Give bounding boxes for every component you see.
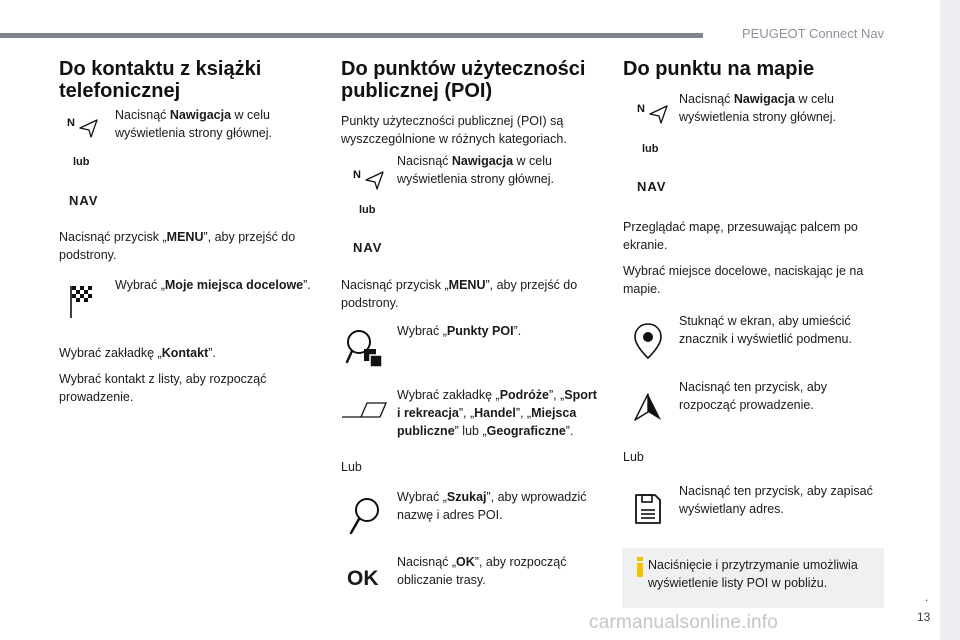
section-title-map-point: Do punktu na mapie (623, 58, 815, 80)
text: Wybrać zakładkę „ (397, 388, 500, 402)
step-navigation (679, 90, 874, 126)
checkered-flag-icon (69, 284, 95, 320)
text: ”, „ (515, 406, 532, 420)
text-bold: Podróże (499, 388, 550, 402)
text-bold: Nawigacja (733, 92, 796, 106)
text: ”, „ (458, 406, 475, 420)
paragraph-select-destination: Wybrać miejsce docelowe, naciskając je na mapie. (623, 264, 864, 296)
column-poi (341, 58, 597, 618)
page-number: 13 (917, 610, 931, 624)
text-bold: Nawigacja (169, 108, 232, 122)
step-navigation (115, 106, 315, 142)
text: ”. (303, 278, 311, 292)
text: w celu wyświetlenia strony głównej. (679, 92, 837, 124)
text-bold: Sport i rekreacja (397, 388, 597, 420)
section-title-contact: Do kontaktu z książki telefonicznej (59, 58, 262, 102)
page-marker: . (925, 590, 929, 604)
navigation-arrow-icon (353, 168, 385, 190)
info-icon (632, 557, 648, 577)
text-bold: Miejsca publiczne (397, 406, 577, 438)
text-bold: Handel (474, 406, 516, 420)
info-note (622, 548, 884, 608)
paragraph-browse-map: Przeglądać mapę, przesuwając palcem po ekranie. (623, 220, 858, 252)
text: Nacisnąć przycisk „ (341, 278, 449, 292)
paragraph-contact-list: Wybrać kontakt z listy, aby rozpocząć prowadzenie. (59, 372, 267, 404)
text-bold: Kontakt (161, 346, 209, 360)
text: ”, aby rozpocząć obliczanie trasy. (397, 555, 567, 587)
text: ”, aby przejść do podstrony. (59, 230, 296, 262)
or-label: Lub (341, 460, 362, 474)
column-contact (59, 58, 311, 618)
nav-button-label: NAV (353, 240, 383, 255)
paragraph-poi-intro: Punkty użyteczności publicznej (POI) są wyszczególnione w różnych kategoriach. (341, 114, 567, 146)
page-edge-strip (940, 0, 960, 640)
text-bold: MENU (448, 278, 486, 292)
step-poi (397, 322, 597, 340)
step-save-address: Nacisnąć ten przycisk, aby zapisać wyświetlany adres. (679, 484, 873, 516)
watermark: carmanualsonline.info (589, 612, 779, 633)
or-label: lub (73, 156, 90, 168)
info-note-text: Naciśnięcie i przytrzymanie umożliwia wyświetlenie listy POI w pobliżu. (648, 558, 858, 590)
text-bold: Punkty POI (446, 324, 514, 338)
svg-text:N: N (353, 169, 361, 181)
column-map-point (623, 58, 875, 618)
step-ok (397, 553, 597, 589)
poi-search-icon (345, 328, 385, 370)
text: ”, aby przejść do podstrony. (341, 278, 578, 310)
text: Wybrać „ (115, 278, 165, 292)
text: ”. (513, 324, 522, 338)
text: ”, „ (549, 388, 565, 402)
running-header: PEUGEOT Connect Nav (742, 26, 885, 41)
or-label: lub (359, 204, 376, 216)
text: w celu wyświetlenia strony głównej. (397, 154, 555, 186)
navigation-arrow-icon (67, 116, 99, 138)
start-guidance-arrow-icon (633, 392, 663, 422)
step-categories (397, 386, 597, 440)
paragraph-contact-tab (59, 344, 309, 362)
map-pin-icon (633, 322, 663, 360)
section-title-poi: Do punktów użyteczności publicznej (POI) (341, 58, 586, 102)
svg-text:N: N (67, 117, 75, 129)
save-address-icon (633, 492, 663, 526)
navigation-arrow-icon (637, 102, 669, 124)
text: Nacisnąć (397, 154, 452, 168)
nav-button-label: NAV (637, 179, 667, 194)
nav-button-label: NAV (69, 193, 99, 208)
text: Wybrać zakładkę „ (59, 346, 162, 360)
text: Wybrać „ (397, 490, 447, 504)
text: w celu wyświetlenia strony głównej. (115, 108, 273, 140)
text-bold: Moje miejsca docelowe (164, 278, 304, 292)
text: Wybrać „ (397, 324, 447, 338)
text-bold: MENU (166, 230, 204, 244)
ok-button-label: OK (347, 567, 379, 590)
svg-text:N: N (637, 103, 645, 115)
search-icon (347, 496, 381, 536)
step-place-marker: Stuknąć w ekran, aby umieścić znacznik i wyświetlić podmenu. (679, 314, 852, 346)
text-bold: Nawigacja (451, 154, 514, 168)
or-label: Lub (623, 450, 644, 464)
text-bold: Szukaj (446, 490, 487, 504)
step-navigation (397, 152, 597, 188)
header-rule (0, 33, 703, 38)
text: Nacisnąć „ (397, 555, 457, 569)
text: Nacisnąć (679, 92, 734, 106)
text-bold: OK (456, 555, 475, 569)
or-label: lub (642, 143, 659, 155)
text: Nacisnąć (115, 108, 170, 122)
text: ”. (208, 346, 216, 360)
step-search (397, 488, 597, 524)
paragraph-menu (341, 276, 591, 312)
text-bold: Geograficzne (486, 424, 566, 438)
paragraph-menu (59, 228, 309, 264)
text: ”. (565, 424, 574, 438)
text: Nacisnąć przycisk „ (59, 230, 167, 244)
text: ” lub „ (454, 424, 487, 438)
text: ”, aby wprowadzić nazwę i adres POI. (397, 490, 587, 522)
category-tabs-icon (341, 400, 387, 420)
step-start-guidance: Nacisnąć ten przycisk, aby rozpocząć prowadzenie. (679, 380, 827, 412)
step-destinations (115, 276, 315, 294)
